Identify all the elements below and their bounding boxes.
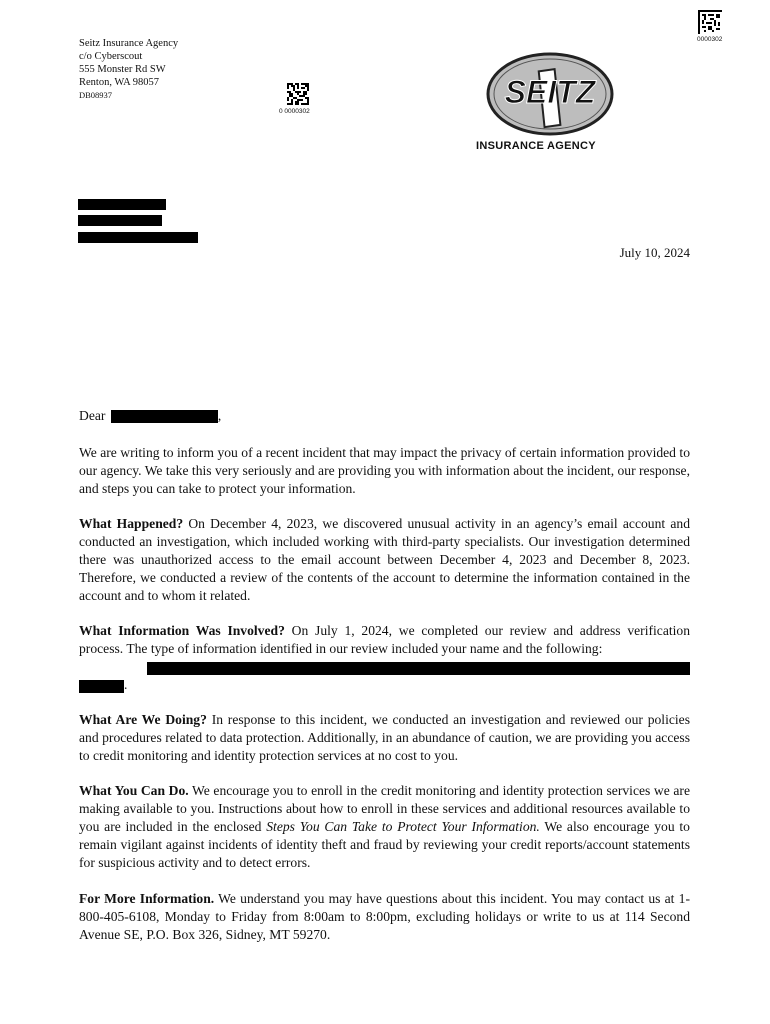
redacted-recipient-city — [78, 232, 198, 243]
sender-city: Renton, WA 98057 — [79, 77, 160, 88]
sender-address — [79, 37, 178, 102]
information-involved-paragraph — [79, 622, 690, 658]
barcode-label: 0000302 — [697, 36, 723, 43]
steps-document-title: Steps You Can Take to Protect Your Information. — [266, 819, 540, 834]
redacted-information-types — [147, 662, 690, 675]
qr-code-icon — [287, 83, 309, 105]
qr-code-icon — [698, 10, 722, 34]
information-involved-heading: What Information Was Involved? — [79, 623, 285, 638]
logo-subtitle: INSURANCE AGENCY — [476, 140, 596, 152]
redacted-information-types-end — [79, 680, 124, 693]
intro-text: We are writing to inform you of a recent incident that may impact the privacy of certain information provided to our agency. We take this very seriously and are providing you with information about the incident, our response, and steps you can take to protect your information. — [79, 445, 690, 496]
sender-name: Seitz Insurance Agency — [79, 38, 179, 49]
intro-paragraph — [79, 444, 690, 498]
what-happened-heading: What Happened? — [79, 516, 184, 531]
sender-street: 555 Monster Rd SW — [79, 64, 166, 75]
information-involved-text: On July 1, 2024, we completed our review and address verification process. The type of information identified in our review included your name and the following: — [79, 623, 690, 656]
what-we-are-doing-paragraph — [79, 711, 690, 765]
what-happened-text: On December 4, 2023, we discovered unusual activity in an agency’s email account and conducted an investigation, which included working with third-party specialists. Our investigation determined there was unauthorized access to the email account between December 4, 2023 and December 8, 2023. Therefore, we conducted a review of the contents of the account to determine the information contained in the account and to whom it related. — [79, 516, 690, 603]
logo-text: SEITZ — [504, 74, 596, 110]
what-you-can-do-paragraph — [79, 782, 690, 872]
redacted-recipient-name — [78, 199, 166, 210]
what-you-can-do-text-1: We encourage you to enroll in the credit monitoring and identity protection services we are making available to you. Instructions about how to enroll in these services and additional resources available to you are included in the enclosed — [79, 783, 690, 834]
more-information-text: We understand you may have questions about this incident. You may contact us at 1-800-405-6108, Monday to Friday from 8:00am to 8:00pm, excluding holidays or write to us at 114 Second Avenue SE, P.O. Box 326, Sidney, MT 59270. — [79, 891, 690, 942]
more-information-paragraph — [79, 890, 690, 944]
sender-code: DB08937 — [79, 90, 113, 100]
salutation-suffix: , — [217, 408, 222, 423]
redacted-recipient-name-salutation — [111, 410, 218, 423]
salutation-prefix: Dear — [79, 408, 106, 423]
barcode-label: 0 0000302 — [279, 108, 310, 115]
redacted-recipient-street — [78, 215, 162, 226]
letter-date: July 10, 2024 — [619, 245, 690, 260]
what-you-can-do-heading: What You Can Do. — [79, 783, 189, 798]
more-information-heading: For More Information. — [79, 891, 215, 906]
sender-care-of: c/o Cyberscout — [79, 51, 143, 62]
what-we-are-doing-text: In response to this incident, we conducted an investigation and reviewed our policies and procedures related to data protection. Additionally, in an abundance of caution, we are providing you access to credit monitoring and identity protection services at no cost to you. — [79, 712, 690, 763]
what-happened-paragraph — [79, 515, 690, 605]
what-we-are-doing-heading: What Are We Doing? — [79, 712, 207, 727]
information-involved-end: . — [124, 677, 128, 692]
what-you-can-do-text-2: We also encourage you to remain vigilant against incidents of identity theft and fraud by reviewing your credit reports/account statements for suspicious activity and to detect errors. — [79, 819, 690, 870]
salutation — [79, 408, 221, 424]
